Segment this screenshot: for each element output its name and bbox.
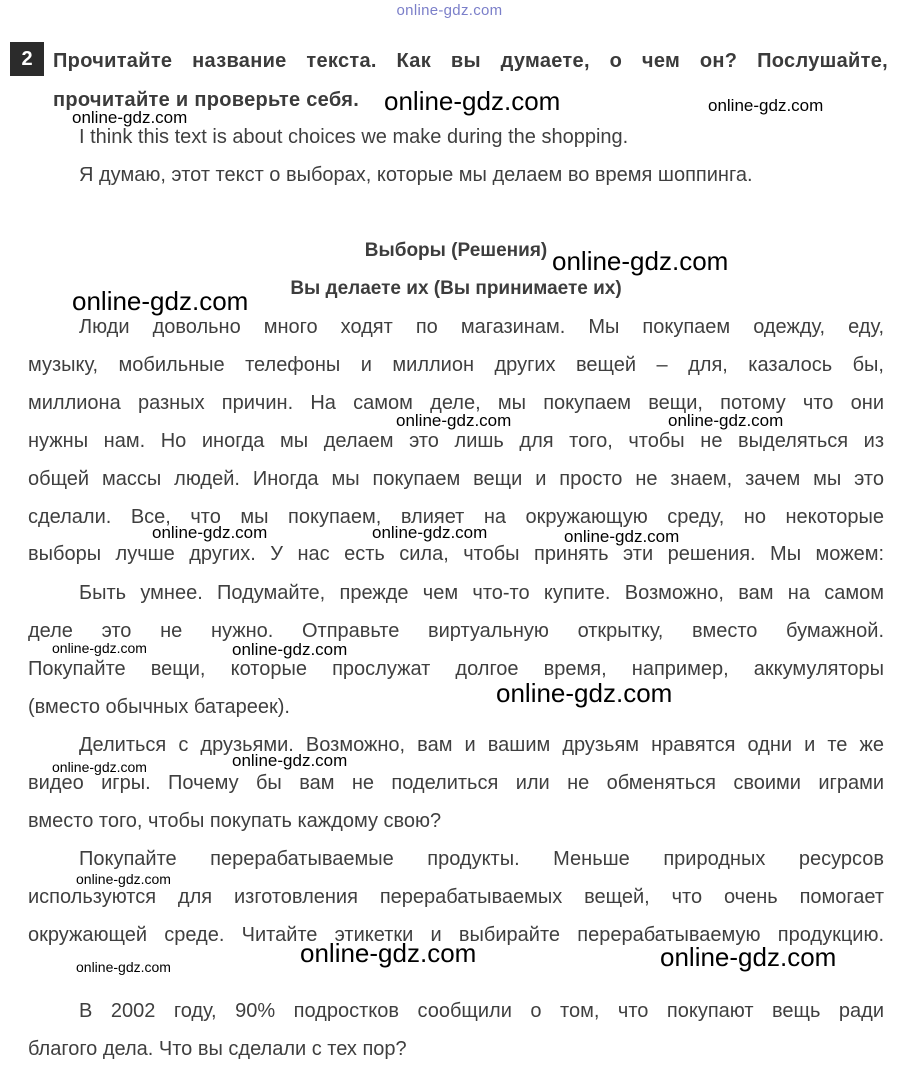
watermark: online-gdz.com — [708, 96, 824, 115]
article-line: вместо того, чтобы покупать каждому свою? — [28, 810, 442, 832]
article-line: окружающей среде. Читайте этикетки и выбирайте перерабатываемую продукцию. — [28, 924, 884, 946]
article-line: Покупайте перерабатываемые продукты. Меньше природных ресурсов — [79, 848, 884, 870]
article-line: Быть умнее. Подумайте, прежде чем что-то купите. Возможно, вам на самом — [79, 582, 884, 604]
watermark: online-gdz.com — [668, 411, 784, 430]
watermark: online-gdz.com — [152, 523, 268, 542]
article-line: Делиться с друзьями. Возможно, вам и вашим друзьям нравятся одни и те же — [79, 734, 884, 756]
watermark: online-gdz.com — [76, 871, 171, 887]
article-line: деле это не нужно. Отправьте виртуальную открытку, вместо бумажной. — [28, 620, 884, 642]
watermark: online-gdz.com — [76, 959, 171, 975]
answer-russian: Я думаю, этот текст о выборах, которые мы делаем во время шоппинга. — [79, 164, 753, 186]
watermark: online-gdz.com — [372, 523, 488, 542]
article-line: (вместо обычных батареек). — [28, 696, 290, 718]
watermark: online-gdz.com — [72, 286, 249, 316]
article-line: общей массы людей. Иногда мы покупаем вещи и просто не знаем, зачем мы это — [28, 468, 884, 490]
article-line: благого дела. Что вы сделали с тех пор? — [28, 1038, 407, 1060]
watermark: online-gdz.com — [564, 527, 680, 546]
watermark: online-gdz.com — [300, 938, 477, 968]
task-instruction-line-1: Прочитайте название текста. Как вы думаете, о чем он? Послушайте, — [53, 50, 888, 72]
article-line: выборы лучше других. У нас есть сила, чтобы принять эти решения. Мы можем: — [28, 543, 884, 565]
task-instruction-line-2: прочитайте и проверьте себя. — [53, 89, 360, 111]
watermark: online-gdz.com — [232, 640, 348, 659]
header-watermark: online-gdz.com — [396, 2, 503, 19]
article-line: Покупайте вещи, которые прослужат долгое время, например, аккумуляторы — [28, 658, 884, 680]
watermark: online-gdz.com — [396, 411, 512, 430]
watermark: online-gdz.com — [72, 108, 188, 127]
article-line: В 2002 году, 90% подростков сообщили о том, что покупают вещь ради — [79, 1000, 884, 1022]
answer-english: I think this text is about choices we make during the shopping. — [79, 126, 629, 148]
watermark: online-gdz.com — [232, 751, 348, 770]
watermark: online-gdz.com — [52, 640, 147, 656]
task-number-badge: 2 — [10, 42, 44, 76]
watermark: online-gdz.com — [552, 246, 729, 276]
article-line: нужны нам. Но иногда мы делаем это лишь для того, чтобы не выделяться из — [28, 430, 884, 452]
article-line: музыку, мобильные телефоны и миллион других вещей – для, казалось бы, — [28, 354, 884, 376]
article-line: миллиона разных причин. На самом деле, мы покупаем вещи, потому что они — [28, 392, 884, 414]
article-line: используются для изготовления перерабатываемых вещей, что очень помогает — [28, 886, 884, 908]
article-line: Люди довольно много ходят по магазинам. Мы покупаем одежду, еду, — [79, 316, 884, 338]
watermark: online-gdz.com — [496, 678, 673, 708]
article-subtitle: Вы делаете их (Вы принимаете их) — [290, 278, 622, 299]
article-title: Выборы (Решения) — [364, 240, 548, 261]
watermark: online-gdz.com — [384, 86, 561, 116]
watermark: online-gdz.com — [52, 759, 147, 775]
article-line: видео игры. Почему бы вам не поделиться или не обменяться своими играми — [28, 772, 884, 794]
watermark: online-gdz.com — [660, 942, 837, 972]
article-line: сделали. Все, что мы покупаем, влияет на окружающую среду, но некоторые — [28, 506, 884, 528]
